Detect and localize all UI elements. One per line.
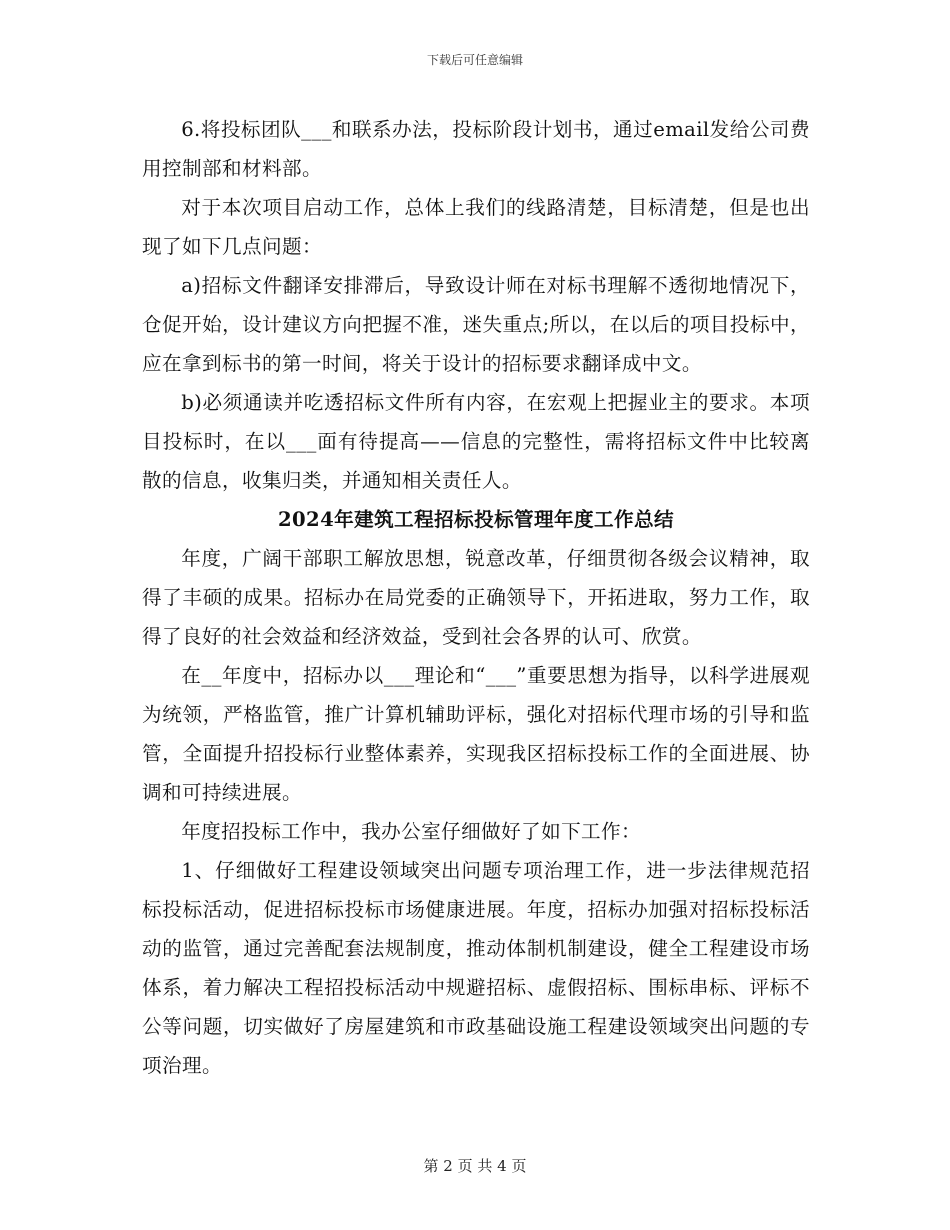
paragraph-work-item-1: 1、仔细做好工程建设领域突出问题专项治理工作，进一步法律规范招标投标活动，促进招标投标市场健康进展。年度，招标办加强对招标投标活动的监管，通过完善配套法规制度，推动体制机制建设，健全工程建设市场体系，着力解决工程招投标活动中规避招标、虚假招标、围标串标、评标不公等问题，切实做好了房屋建筑和市政基础设施工程建设领域突出问题的专项治理。 <box>142 859 810 1077</box>
paragraph-issue-b: b)必须通读并吃透招标文件所有内容，在宏观上把握业主的要求。本项目投标时，在以___面有待提高——信息的完整性，需将招标文件中比较离散的信息，收集归类，并通知相关责任人。 <box>142 391 810 492</box>
paragraph-issues-intro: 对于本次项目启动工作，总体上我们的线路清楚，目标清楚，但是也出现了如下几点问题： <box>142 196 810 258</box>
page-header: 下载后可任意编辑 <box>426 53 523 67</box>
page-number: 第 2 页 共 4 页 <box>423 1157 527 1175</box>
paragraph-item-6: 6.将投标团队___和联系办法，投标阶段计划书，通过email发给公司费用控制部和材料部。 <box>142 118 810 180</box>
document-body <box>142 110 810 1085</box>
paragraph-guiding-thought: 在__年度中，招标办以___理论和“___”重要思想为指导，以科学进展观为统领，严格监管，推广计算机辅助评标，强化对招标代理市场的引导和监管，全面提升招投标行业整体素养，实现我区招标投标工作的全面进展、协调和可持续进展。 <box>142 664 810 804</box>
paragraph-issue-a: a)招标文件翻译安排滞后，导致设计师在对标书理解不透彻地情况下，仓促开始，设计建议方向把握不准，迷失重点;所以，在以后的项目投标中，应在拿到标书的第一时间，将关于设计的招标要求翻译成中文。 <box>142 274 810 375</box>
section-title: 2024年建筑工程招标投标管理年度工作总结 <box>277 508 675 531</box>
paragraph-work-intro: 年度招投标工作中，我办公室仔细做好了如下工作： <box>181 820 642 843</box>
paragraph-summary-intro: 年度，广阔干部职工解放思想，锐意改革，仔细贯彻各级会议精神，取得了丰硕的成果。招标办在局党委的正确领导下，开拓进取，努力工作，取得了良好的社会效益和经济效益，受到社会各界的认可、欣赏。 <box>142 547 810 648</box>
